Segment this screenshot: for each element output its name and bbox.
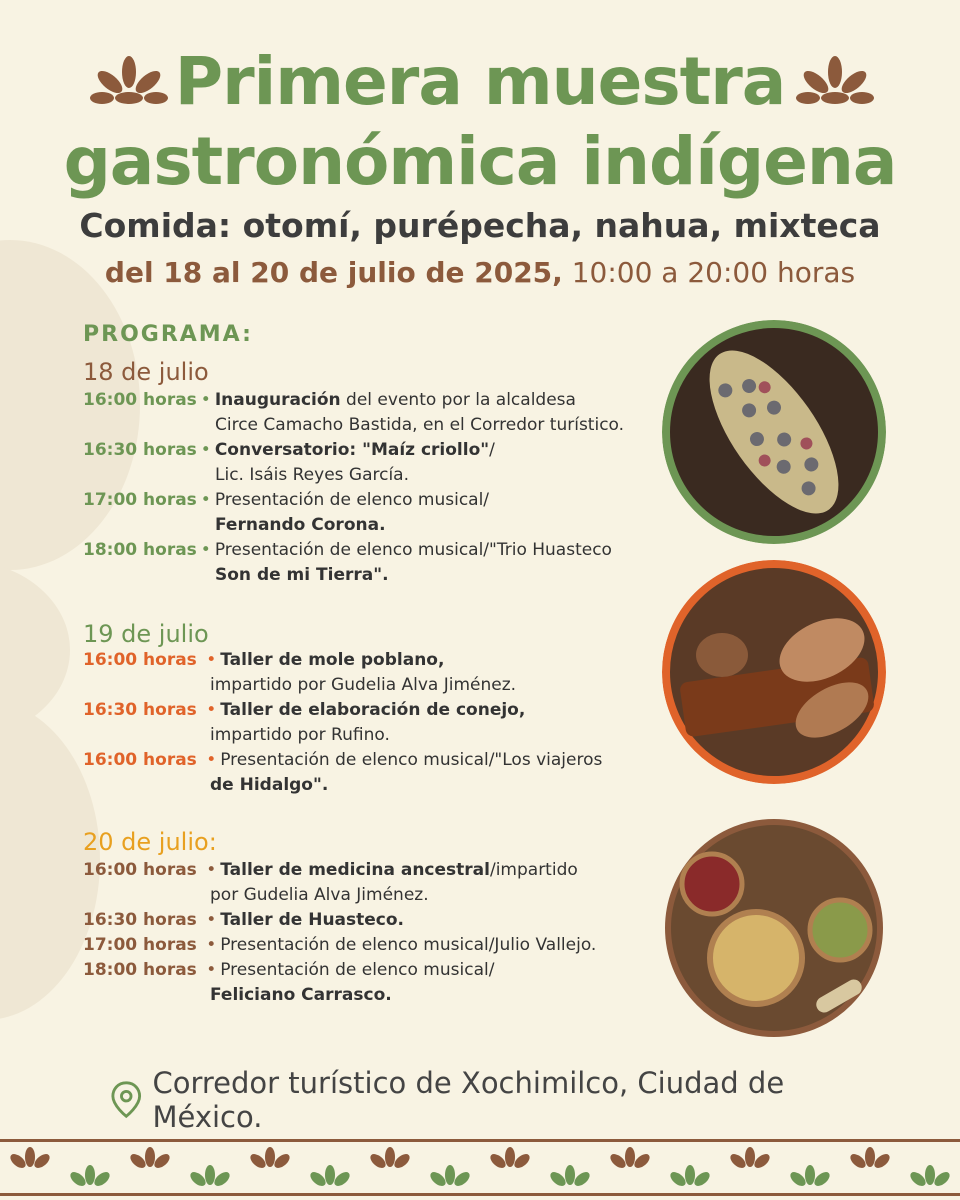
schedule-row: 18:00 horas • Presentación de elenco musical/"Trio Huasteco Son de mi Tierra". [83,538,643,588]
event-detail: impartido por Gudelia Alva Jiménez. [210,675,517,695]
event-text: Presentación de elenco musical/ [214,490,490,510]
event-detail: Circe Camacho Bastida, en el Corredor turístico. [215,415,625,435]
title-line-2: gastronómica indígena [63,123,897,200]
schedule-row: 17:00 horas • Presentación de elenco musical/ Fernando Corona. [83,488,643,538]
day-heading: 18 de julio [83,358,209,386]
event-title: Taller de medicina ancestral [220,860,490,880]
location-text: Corredor turístico de Xochimilco, Ciudad de México. [152,1066,785,1134]
event-time: 16:00 horas [83,390,197,410]
event-text: Presentación de elenco musical/"Trio Huasteco [214,540,612,560]
event-detail: Feliciano Carrasco. [210,985,392,1005]
date-range: del 18 al 20 de julio de 2025, [104,256,563,289]
decorative-border [0,1135,960,1200]
event-title: Taller de elaboración de conejo, [220,700,526,720]
corn-photo [662,320,886,544]
event-detail: de Hidalgo". [210,775,329,795]
event-time: 16:00 horas [83,860,197,880]
event-text: /impartido [489,860,578,880]
event-time: 18:00 horas [83,540,197,560]
schedule-row: 16:00 horas • Inauguración del evento por la alcaldesa Circe Camacho Bastida, en el Corredor turístico. [83,388,643,438]
herbs-photo [664,818,884,1038]
event-time: 17:00 horas [83,490,197,510]
schedule-row: 16:30 horas • Taller de elaboración de conejo, impartido por Rufino. [83,698,643,748]
location [110,1066,870,1134]
event-title: Conversatorio: "Maíz criollo" [214,440,490,460]
event-time: 16:00 horas [83,650,197,670]
event-text: / [489,440,495,460]
event-title: Taller de Huasteco. [220,910,405,930]
schedule-row: 17:00 horas • Presentación de elenco musical/Julio Vallejo. [83,933,643,958]
event-time: 16:30 horas [83,440,197,460]
event-text: Presentación de elenco musical/ [220,960,495,980]
subtitle: Comida: otomí, purépecha, nahua, mixteca [79,206,881,245]
schedule-row: 16:00 horas • Taller de mole poblano, impartido por Gudelia Alva Jiménez. [83,648,643,698]
event-text: del evento por la alcaldesa [340,390,576,410]
programa-label: PROGRAMA: [83,322,253,347]
event-time: 18:00 horas [83,960,197,980]
event-detail: Son de mi Tierra". [215,565,389,585]
event-time: 16:30 horas [83,700,197,720]
event-detail: Fernando Corona. [215,515,386,535]
grinding-photo [662,560,886,784]
event-title: Taller de mole poblano, [220,650,445,670]
event-time: 17:00 horas [83,935,197,955]
location-pin-icon [110,1080,142,1120]
event-time: 16:30 horas [83,910,197,930]
event-title: Inauguración [214,390,341,410]
schedule-row: 16:00 horas • Presentación de elenco musical/"Los viajeros de Hidalgo". [83,748,643,798]
event-hours: 10:00 a 20:00 horas [571,256,856,289]
event-text: Presentación de elenco musical/"Los viajeros [220,750,603,770]
schedule-row: 16:00 horas • Taller de medicina ancestral/impartido por Gudelia Alva Jiménez. [83,858,643,908]
event-detail: por Gudelia Alva Jiménez. [210,885,429,905]
title-line-1: Primera muestra [174,43,786,120]
day-heading: 20 de julio: [83,828,217,856]
event-detail: impartido por Rufino. [210,725,390,745]
day-heading: 19 de julio [83,620,209,648]
event-text: Presentación de elenco musical/Julio Vallejo. [220,935,597,955]
schedule-row: 18:00 horas • Presentación de elenco musical/ Feliciano Carrasco. [83,958,643,1008]
event-dates [0,256,960,289]
schedule-row: 16:30 horas • Conversatorio: "Maíz criollo"/ Lic. Isáis Reyes García. [83,438,643,488]
event-time: 16:00 horas [83,750,197,770]
event-detail: Lic. Isáis Reyes García. [215,465,410,485]
schedule-row: 16:30 horas • Taller de Huasteco. [83,908,643,933]
